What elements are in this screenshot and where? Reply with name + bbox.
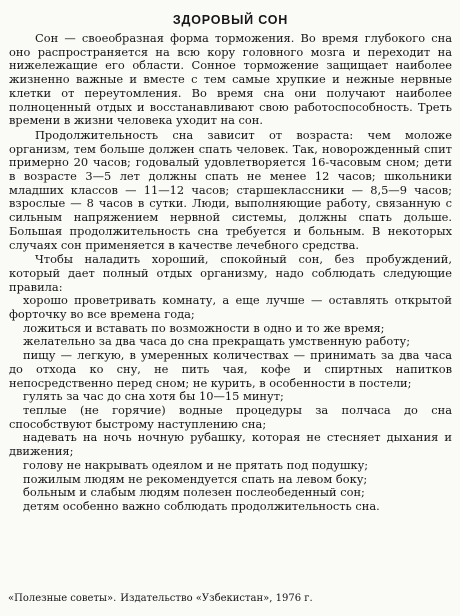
rule-item: желательно за два часа до сна прекращать умственную работу; <box>23 334 411 349</box>
citation-publisher: Издательство «Узбекистан», 1976 г. <box>120 593 313 604</box>
article-title: ЗДОРОВЫЙ СОН <box>172 13 289 27</box>
paragraph-intro: Сон — своеобразная форма торможения. Во время глубокого сна оно распространяется на всю кору головного мозга и переходит на нижележащие его области. Сонное торможение защищает наиболее жизненно важные и вместе с тем самые хрупкие и нежные нервные клетки от переутомления. Во время сна они получают наиболее полноценный отдых и восстанавливают свою работоспособность. Треть времени в жизни человека уходит на сон. <box>9 31 452 128</box>
rule-item: гулять за час до сна хотя бы 10—15 минут; <box>23 389 284 404</box>
rule-item: теплые (не горячие) водные процедуры за полчаса до сна способствуют быстрому наступлению сна; <box>9 402 452 431</box>
citation-source: «Полезные советы». <box>8 593 117 604</box>
paragraph-duration: Продолжительность сна зависит от возраста: чем моложе организм, тем больше должен спать человек. Так, новорожденный спит примерно 20 часов; годовалый удовлетворяется 16-часовым сном; дети в возрасте 3—5 лет должны спать не менее 12 часов; школьники младших классов — 11—12 часов; старшеклассники — 8,5—9 часов; взрослые — 8 часов в сутки. Люди, выполняющие работу, связанную с сильным напряжением нервной системы, должны спать дольше. Большая продолжительность сна требуется и больным. В некоторых случаях сон применяется в качестве лечебного средства. <box>9 127 452 252</box>
rule-item: надевать на ночь ночную рубашку, которая не стесняет дыхания и движения; <box>9 430 452 459</box>
rule-item: хорошо проветривать комнату, а еще лучше — оставлять открытой форточку во все времена года; <box>9 293 452 322</box>
source-citation <box>8 592 452 605</box>
rule-item: ложиться и вставать по возможности в одно и то же время; <box>23 320 385 335</box>
paragraph-rules-intro: Чтобы наладить хороший, спокойный сон, без пробуждений, который дает полный отдых организму, надо соблюдать следующие правила: <box>9 252 452 294</box>
rule-item: больным и слабым людям полезен послеобеденный сон; <box>23 485 365 500</box>
rules-list <box>9 294 452 513</box>
rule-item: пожилым людям не рекомендуется спать на левом боку; <box>23 471 368 486</box>
rule-item: пищу — легкую, в умеренных количествах — принимать за два часа до отхода ко сну, не пить чая, кофе и спиртных напитков непосредственно перед сном; не курить, в особенности в постели; <box>9 348 452 390</box>
rule-item: детям особенно важно соблюдать продолжительность сна. <box>23 498 380 513</box>
rule-item: голову не накрывать одеялом и не прятать под подушку; <box>23 457 369 472</box>
